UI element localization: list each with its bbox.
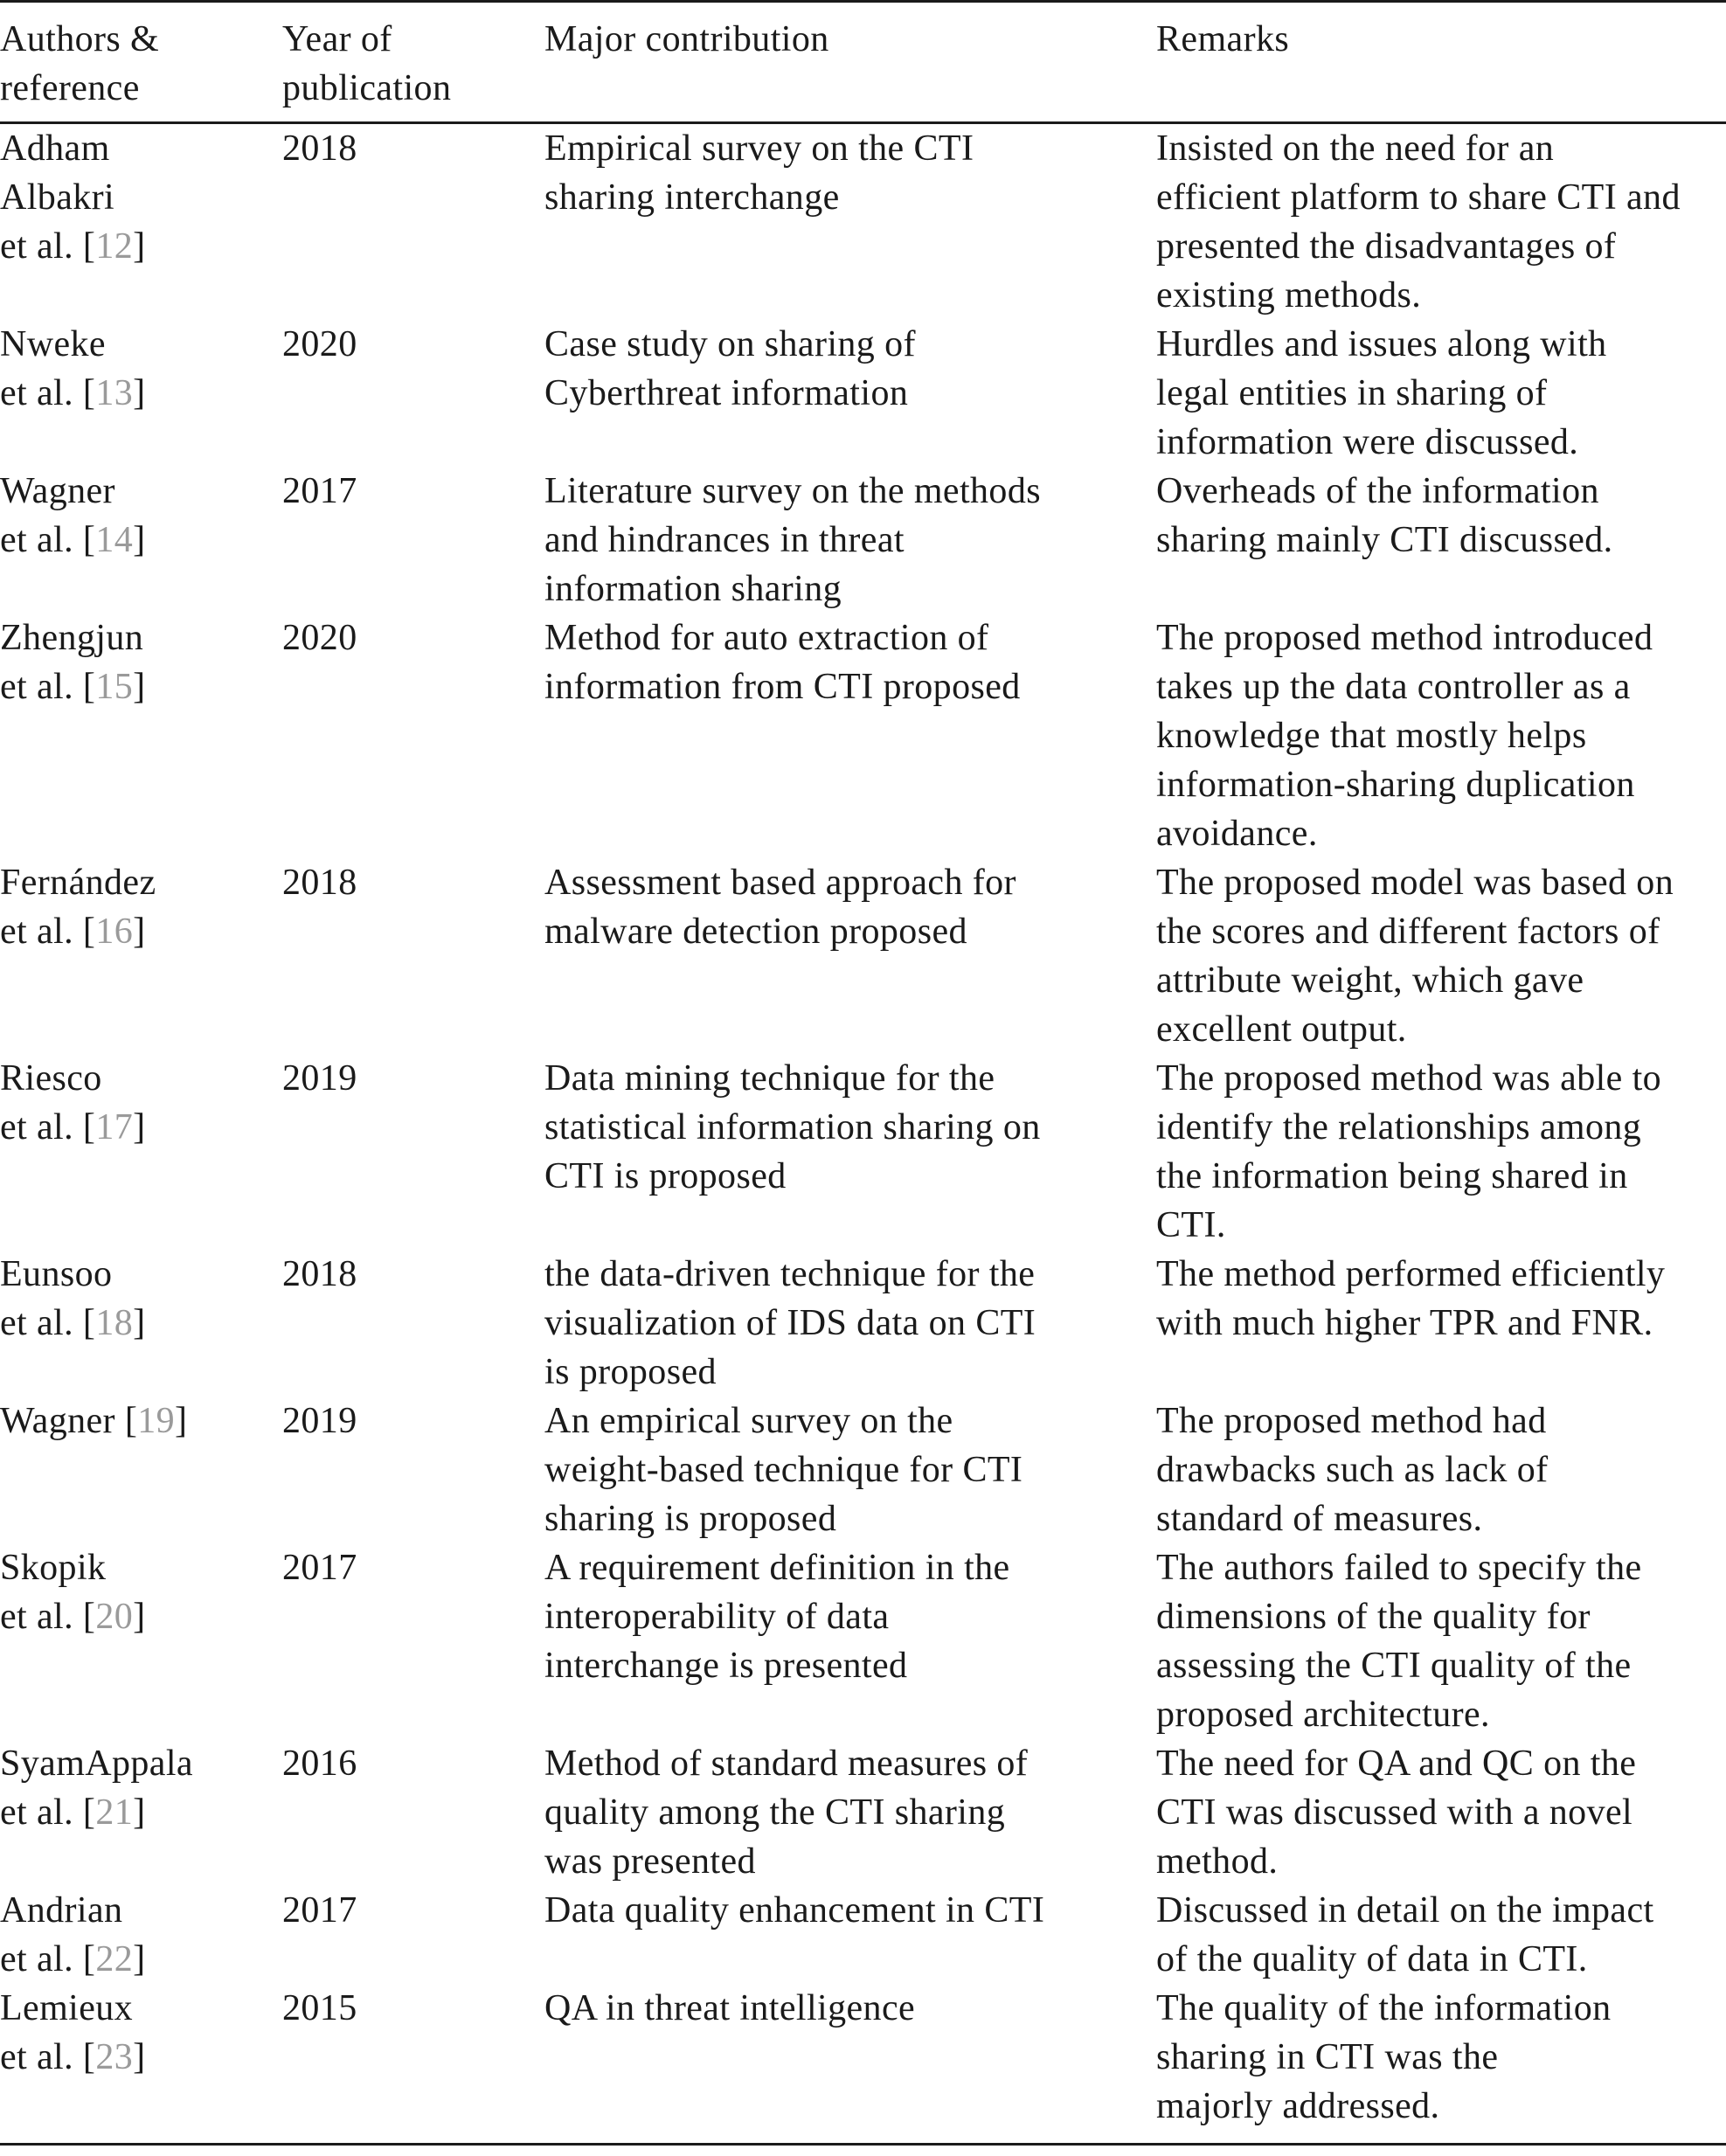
citation-link[interactable]: 20: [95, 1597, 134, 1637]
citation-link[interactable]: 21: [95, 1792, 134, 1833]
author-cell: Adham Albakri et al. [12]: [0, 128, 146, 267]
citation-link[interactable]: 13: [95, 373, 134, 413]
author-cell: Zhengjun et al. [15]: [0, 618, 146, 707]
contribution-cell: Data mining technique for the statistical information sharing on CTI is proposed: [544, 1058, 1041, 1196]
remarks-cell: Discussed in detail on the impact of the quality of data in CTI.: [1156, 1890, 1654, 1979]
year-cell: 2017: [282, 1890, 357, 1931]
remarks-cell: The proposed method was able to identify the relationships among the information being shared in CTI.: [1156, 1058, 1662, 1245]
citation-link[interactable]: 22: [95, 1939, 134, 1979]
author-cell: Riesco et al. [17]: [0, 1058, 146, 1147]
remarks-cell: The proposed method had drawbacks such as lack of standard of measures.: [1156, 1401, 1549, 1539]
remarks-cell: The proposed model was based on the scores and different factors of attribute weight, which gave excellent output.: [1156, 863, 1674, 1050]
header-authors: Authors & reference: [0, 19, 160, 108]
year-cell: 2015: [282, 1988, 357, 2028]
contribution-cell: the data-driven technique for the visualization of IDS data on CTI is proposed: [544, 1254, 1036, 1392]
author-cell: Lemieux et al. [23]: [0, 1988, 146, 2077]
citation-link[interactable]: 17: [95, 1107, 134, 1147]
citation-link[interactable]: 16: [95, 912, 134, 952]
author-cell: SyamAppala et al. [21]: [0, 1744, 193, 1833]
remarks-cell: The proposed method introduced takes up the data controller as a knowledge that mostly helps information-sharing duplication avoidance.: [1156, 618, 1653, 854]
remarks-cell: The quality of the information sharing in CTI was the majorly addressed.: [1156, 1988, 1612, 2126]
citation-link[interactable]: 15: [95, 667, 134, 707]
remarks-cell: The need for QA and QC on the CTI was discussed with a novel method.: [1156, 1744, 1637, 1882]
table-header-row: [0, 2, 1726, 123]
remarks-cell: The authors failed to specify the dimensions of the quality for assessing the CTI quality of the proposed architecture.: [1156, 1548, 1642, 1735]
table-row: [0, 1397, 1726, 1543]
table-row: [0, 320, 1726, 467]
contribution-cell: A requirement definition in the interoperability of data interchange is presented: [544, 1548, 1010, 1686]
table-row: [0, 614, 1726, 858]
year-cell: 2020: [282, 618, 357, 658]
table-row: [0, 1250, 1726, 1397]
table-row: [0, 1984, 1726, 2145]
contribution-cell: An empirical survey on the weight-based technique for CTI sharing is proposed: [544, 1401, 1023, 1539]
contribution-cell: Method of standard measures of quality among the CTI sharing was presented: [544, 1744, 1029, 1882]
remarks-cell: Hurdles and issues along with legal entities in sharing of information were discussed.: [1156, 324, 1607, 462]
contribution-cell: Assessment based approach for malware detection proposed: [544, 863, 1016, 952]
author-cell: Wagner et al. [14]: [0, 471, 146, 560]
citation-link[interactable]: 23: [95, 2037, 134, 2077]
citation-link[interactable]: 14: [95, 520, 134, 560]
year-cell: 2020: [282, 324, 357, 364]
year-cell: 2018: [282, 1254, 357, 1294]
year-cell: 2019: [282, 1058, 357, 1099]
author-cell: Andrian et al. [22]: [0, 1890, 146, 1979]
citation-link[interactable]: 18: [95, 1303, 134, 1343]
remarks-cell: Insisted on the need for an efficient platform to share CTI and presented the disadvantages of existing methods.: [1156, 128, 1681, 315]
year-cell: 2016: [282, 1744, 357, 1784]
contribution-cell: Literature survey on the methods and hindrances in threat information sharing: [544, 471, 1041, 609]
year-cell: 2019: [282, 1401, 357, 1441]
table-row: [0, 467, 1726, 614]
table-row: [0, 1543, 1726, 1739]
header-year: Year of publication: [282, 19, 452, 108]
header-remarks: Remarks: [1156, 19, 1290, 59]
author-cell: Skopik et al. [20]: [0, 1548, 146, 1637]
table-row: [0, 123, 1726, 321]
year-cell: 2018: [282, 128, 357, 169]
remarks-cell: The method performed efficiently with much higher TPR and FNR.: [1156, 1254, 1666, 1343]
citation-link[interactable]: 12: [95, 226, 134, 267]
table-row: [0, 1054, 1726, 1250]
year-cell: 2017: [282, 1548, 357, 1588]
author-cell: Fernández et al. [16]: [0, 863, 156, 952]
author-cell: Wagner [19]: [0, 1401, 188, 1441]
contribution-cell: Empirical survey on the CTI sharing interchange: [544, 128, 974, 218]
year-cell: 2018: [282, 863, 357, 903]
author-cell: Eunsoo et al. [18]: [0, 1254, 146, 1343]
author-cell: Nweke et al. [13]: [0, 324, 146, 413]
table-row: [0, 1739, 1726, 1886]
contribution-cell: Case study on sharing of Cyberthreat information: [544, 324, 916, 413]
contribution-cell: QA in threat intelligence: [544, 1988, 916, 2028]
table-row: [0, 858, 1726, 1054]
contribution-cell: Method for auto extraction of information from CTI proposed: [544, 618, 1021, 707]
header-contribution: Major contribution: [544, 19, 829, 59]
contribution-cell: Data quality enhancement in CTI: [544, 1890, 1045, 1931]
year-cell: 2017: [282, 471, 357, 511]
citation-link[interactable]: 19: [137, 1401, 176, 1441]
remarks-cell: Overheads of the information sharing mainly CTI discussed.: [1156, 471, 1613, 560]
table-row: [0, 1886, 1726, 1984]
